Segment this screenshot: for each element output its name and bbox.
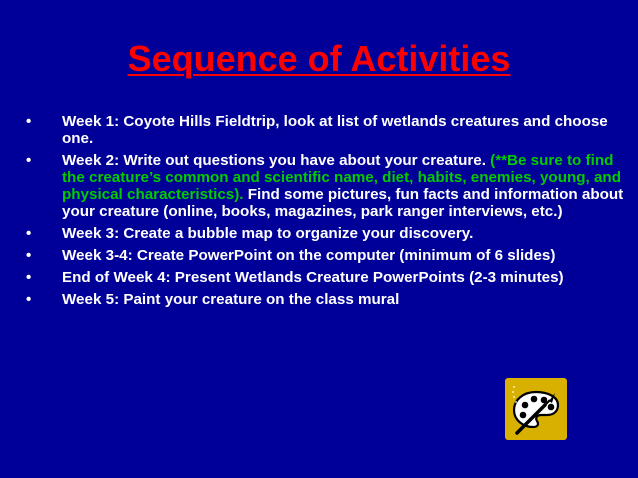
bullet-dot: •	[26, 269, 32, 286]
list-item-text: End of Week 4: Present Wetlands Creature PowerPoints (2-3 minutes)	[62, 269, 564, 286]
bullet-dot: •	[26, 225, 32, 242]
list-item-text: Week 1: Coyote Hills Fieldtrip, look at list of wetlands creatures and choose one.	[62, 113, 608, 147]
bullet-dot: •	[26, 247, 32, 264]
list-item	[24, 247, 624, 264]
bullet-dot: •	[26, 113, 32, 130]
paint-palette-graphic	[505, 378, 567, 440]
list-item	[24, 291, 624, 308]
list-item-highlight: (**Be sure to find the creature’s common and scientific name, diet, habits, enemies, young, and physical characteristics).	[62, 152, 621, 203]
list-item-text: Week 3: Create a bubble map to organize your discovery.	[62, 225, 474, 242]
bullet-dot: •	[26, 291, 32, 308]
slide-title: Sequence of Activities	[127, 38, 511, 79]
list-item-text: Week 3-4: Create PowerPoint on the computer (minimum of 6 slides)	[62, 247, 556, 264]
list-item	[24, 113, 624, 147]
list-item-text-after: Find some pictures, fun facts and information about your creature (online, books, magazines, park ranger interviews, etc.)	[62, 186, 624, 220]
bullet-dot: •	[26, 152, 32, 169]
list-item	[24, 269, 624, 286]
list-item-text: Week 5: Paint your creature on the class mural	[62, 291, 400, 308]
paint-palette-icon	[505, 378, 567, 440]
list-item-text: Week 2: Write out questions you have about your creature.	[62, 152, 491, 169]
list-item	[24, 152, 624, 220]
activity-list	[24, 113, 624, 313]
list-item	[24, 225, 624, 242]
